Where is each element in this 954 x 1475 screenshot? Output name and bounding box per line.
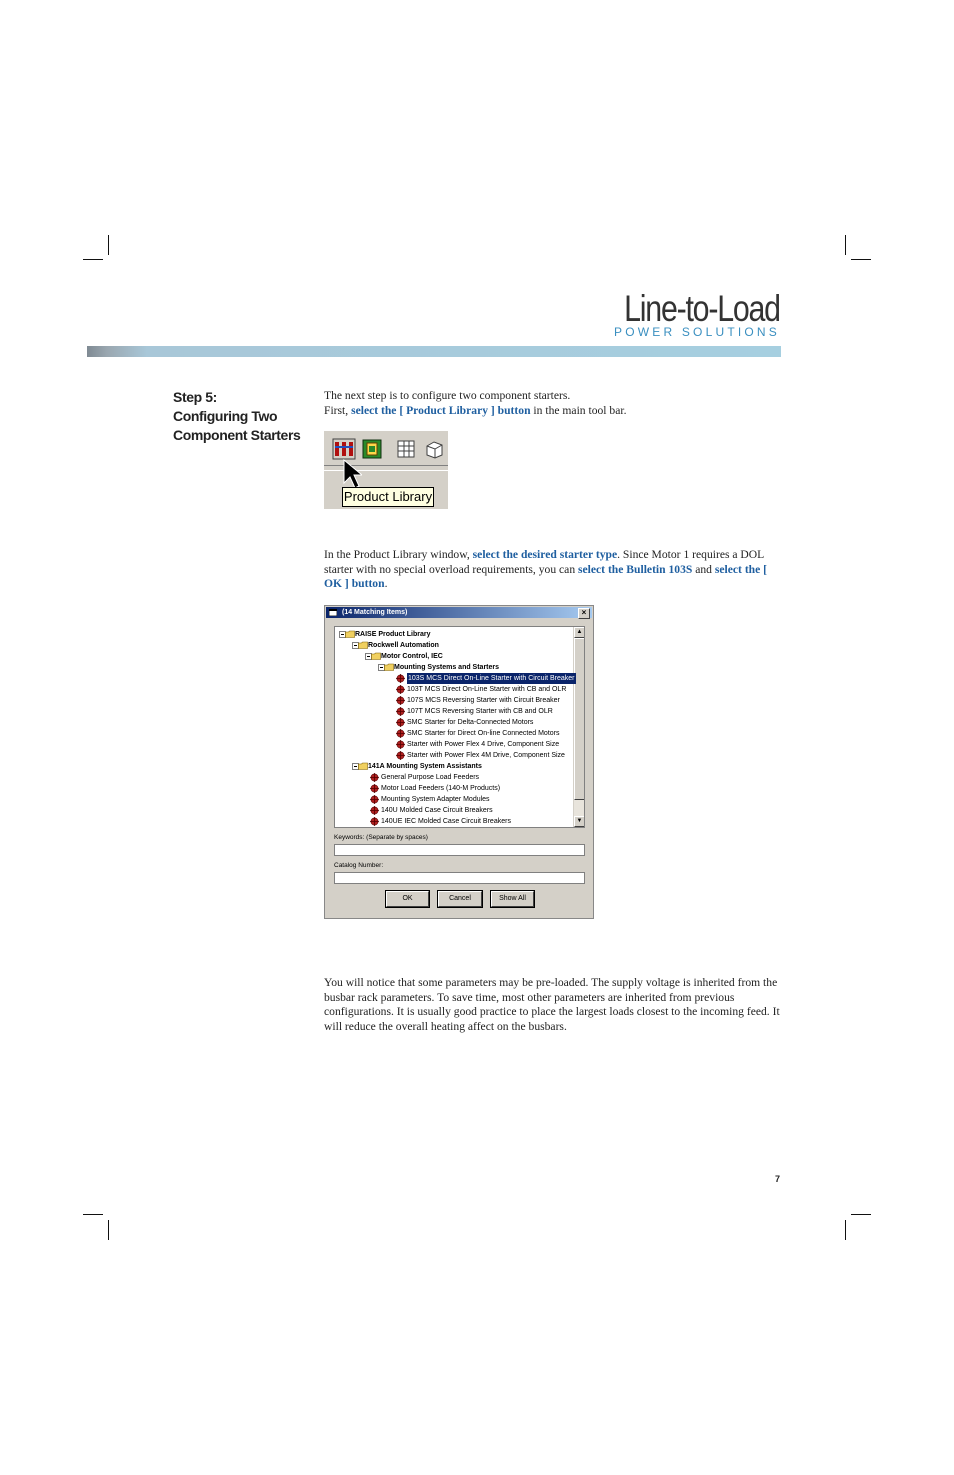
folder-icon xyxy=(358,762,368,770)
tree-item-label: 140U Molded Case Circuit Breakers xyxy=(381,807,493,814)
toolbar-screenshot xyxy=(324,430,448,509)
crop-mark xyxy=(83,259,103,260)
show-all-button[interactable]: Show All xyxy=(491,891,534,907)
tree-item-label: Starter with Power Flex 4 Drive, Component Size xyxy=(407,741,560,748)
tree-item-label: RAISE Product Library xyxy=(355,631,431,638)
header-bar xyxy=(87,346,781,357)
keywords-label: Keywords: (Separate by spaces) xyxy=(334,834,428,841)
catalog-number-input[interactable] xyxy=(334,872,585,884)
tree-item-label: Rockwell Automation xyxy=(368,642,439,649)
tree-item-label: 140UE IEC Molded Case Circuit Breakers xyxy=(381,818,511,825)
component-icon[interactable] xyxy=(360,437,384,461)
tree-item-label: SMC Starter for Direct On-line Connected Motors xyxy=(407,730,560,737)
tree-item-label: Mounting Systems and Starters xyxy=(394,664,500,671)
intro-pre: First, xyxy=(324,403,352,417)
tree-item-label: 107T MCS Reversing Starter with CB and OLR xyxy=(407,708,553,715)
tree-scrollbar[interactable] xyxy=(573,627,584,827)
cancel-button[interactable]: Cancel xyxy=(438,891,482,907)
notice-paragraph: You will notice that some parameters may be pre-loaded. The supply voltage is inherited from the busbar rack parameters. To save time, most other parameters are inherited from previous configurations. It is usually good practice to place the largest loads closest to the incoming feed. It will reduce the overall heating affect on the busbars. xyxy=(324,976,780,1033)
tree-item-label: Mounting System Adapter Modules xyxy=(381,796,490,803)
tree-item-label: 141A Mounting System Assistants xyxy=(368,763,482,770)
crop-mark xyxy=(845,1220,846,1240)
step-heading-line: Component Starters xyxy=(173,427,301,443)
selection-paragraph xyxy=(324,548,780,592)
tree-item-label: 103S MCS Direct On-Line Starter with Circuit Breaker xyxy=(408,675,575,682)
window-icon xyxy=(329,609,337,616)
starter-component-icon xyxy=(396,740,405,749)
folder-icon xyxy=(345,630,355,638)
tree-item-label: General Purpose Load Feeders xyxy=(381,774,480,781)
folder-icon xyxy=(384,663,394,671)
tree-item-label: SMC Starter for Delta-Connected Motors xyxy=(407,719,534,726)
starter-component-icon xyxy=(396,685,405,694)
intro-post: in the main tool bar. xyxy=(530,403,627,417)
step-heading xyxy=(173,388,313,445)
starter-component-icon xyxy=(396,674,405,683)
product-library-icon[interactable] xyxy=(332,437,356,461)
starter-component-icon xyxy=(370,817,379,826)
tree-item-label: Motor Control, IEC xyxy=(381,653,443,660)
crop-mark xyxy=(108,235,109,255)
dialog-title: (14 Matching Items) xyxy=(342,609,408,616)
tree-item-label: 107S MCS Reversing Starter with Circuit Breaker xyxy=(407,697,560,704)
scroll-down-icon[interactable]: ▼ xyxy=(574,816,585,827)
starter-component-icon xyxy=(370,806,379,815)
starter-component-icon xyxy=(370,773,379,782)
intro-line: The next step is to configure two component starters. xyxy=(324,389,571,402)
page-number: 7 xyxy=(775,1174,781,1184)
para2-text: and xyxy=(692,562,715,576)
starter-component-icon xyxy=(370,784,379,793)
starter-component-icon xyxy=(396,751,405,760)
intro-paragraph xyxy=(324,389,780,418)
starter-component-icon xyxy=(396,729,405,738)
folder-icon xyxy=(371,652,381,660)
starter-component-icon xyxy=(396,707,405,716)
product-library-tooltip: Product Library xyxy=(342,487,434,507)
scroll-up-icon[interactable]: ▲ xyxy=(574,627,585,638)
crop-mark xyxy=(851,259,871,260)
grid-icon[interactable] xyxy=(394,437,418,461)
crop-mark xyxy=(83,1214,103,1215)
product-library-dialog xyxy=(324,605,594,919)
para2-text: . xyxy=(384,577,388,591)
catalog-label: Catalog Number: xyxy=(334,862,384,869)
folder-icon xyxy=(358,641,368,649)
starter-type-instruction: select the desired starter type xyxy=(472,548,618,561)
bulletin-instruction: select the Bulletin 103S xyxy=(578,562,693,576)
starter-component-icon xyxy=(396,718,405,727)
para2-text: . Since Motor 1 requires a DOL starter with no special overload requirements, you can xyxy=(324,548,764,576)
starter-component-icon xyxy=(396,696,405,705)
para2-text: In the Product Library window, xyxy=(324,548,473,561)
close-button[interactable]: × xyxy=(578,608,590,619)
crop-mark xyxy=(108,1220,109,1240)
crop-mark xyxy=(851,1214,871,1215)
scroll-thumb[interactable] xyxy=(574,638,585,800)
product-tree[interactable] xyxy=(334,626,585,828)
logo-subtitle: POWER SOLUTIONS xyxy=(613,325,780,339)
starter-component-icon xyxy=(370,795,379,804)
tree-item-label: Starter with Power Flex 4M Drive, Component Size xyxy=(407,752,565,759)
tree-item-label: 103T MCS Direct On-Line Starter with CB and OLR xyxy=(407,686,567,693)
step-heading-line: Step 5: xyxy=(173,389,217,405)
tree-item-label: Motor Load Feeders (140-M Products) xyxy=(381,785,501,792)
dialog-title-bar xyxy=(326,607,592,618)
crop-mark xyxy=(845,235,846,255)
step-heading-line: Configuring Two xyxy=(173,408,278,424)
intro-line xyxy=(324,404,780,419)
keywords-input[interactable] xyxy=(334,844,585,856)
logo-title: Line-to-Load xyxy=(624,288,780,329)
ok-button[interactable]: OK xyxy=(386,891,429,907)
cube-icon[interactable] xyxy=(422,437,446,461)
ok-instruction: select the [ OK ] button xyxy=(324,562,768,591)
product-library-instruction: select the [ Product Library ] button xyxy=(351,403,531,417)
